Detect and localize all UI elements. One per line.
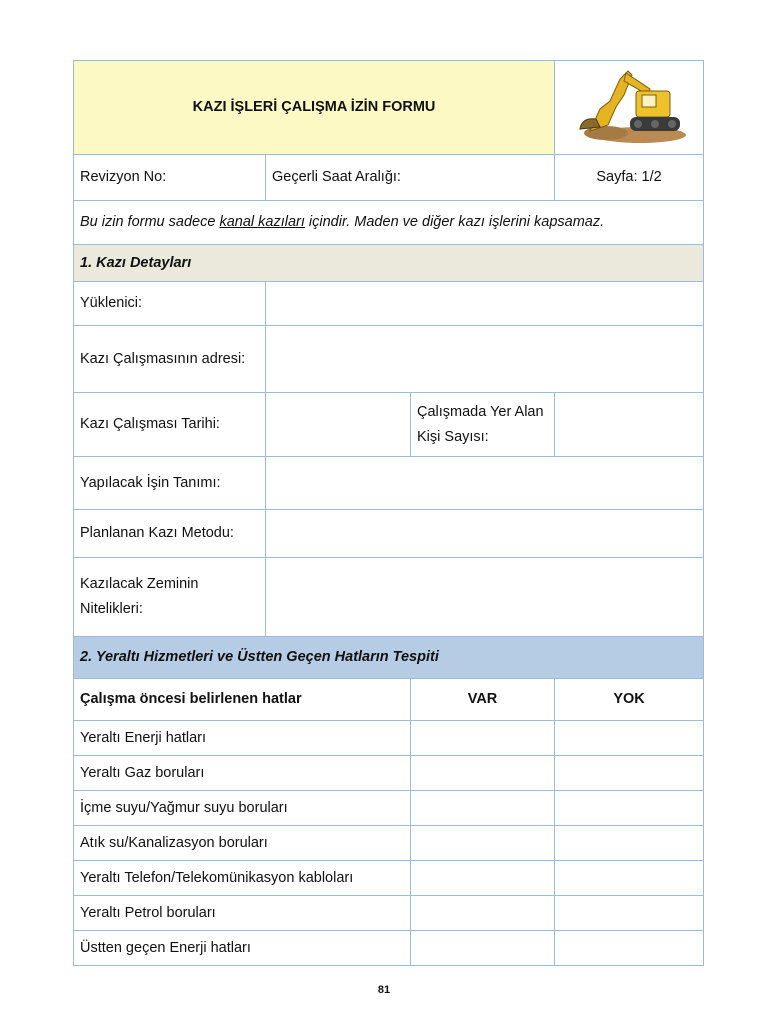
yok-header: YOK (555, 679, 704, 721)
var-header: VAR (411, 679, 555, 721)
var-checkbox[interactable] (411, 721, 555, 756)
yok-checkbox[interactable] (555, 826, 704, 861)
form-title: KAZI İŞLERİ ÇALIŞMA İZİN FORMU (74, 61, 555, 155)
yok-checkbox[interactable] (555, 861, 704, 896)
var-checkbox[interactable] (411, 931, 555, 966)
people-count-label: Çalışmada Yer Alan Kişi Sayısı: (411, 393, 555, 457)
section2-title: 2. Yeraltı Hizmetleri ve Üstten Geçen Hatların Tespiti (74, 637, 704, 679)
line-row-label: Atık su/Kanalizasyon boruları (74, 826, 411, 861)
var-checkbox[interactable] (411, 861, 555, 896)
excavator-illustration (570, 61, 688, 145)
revision-label: Revizyon No: (74, 155, 266, 201)
var-checkbox[interactable] (411, 791, 555, 826)
permit-form-table (73, 60, 704, 966)
line-row-label: Yeraltı Gaz boruları (74, 756, 411, 791)
date-label: Kazı Çalışması Tarihi: (74, 393, 266, 457)
address-field[interactable] (266, 326, 704, 393)
yok-checkbox[interactable] (555, 756, 704, 791)
page-number: 81 (377, 984, 391, 996)
method-label: Planlanan Kazı Metodu: (74, 510, 266, 558)
time-range-label: Geçerli Saat Aralığı: (266, 155, 555, 201)
scope-note: Bu izin formu sadece kanal kazıları içindir. Maden ve diğer kazı işlerini kapsamaz. (74, 201, 704, 245)
line-row-label: Yeraltı Telefon/Telekomünikasyon kabloları (74, 861, 411, 896)
var-checkbox[interactable] (411, 826, 555, 861)
work-desc-field[interactable] (266, 457, 704, 510)
line-row-label: Yeraltı Enerji hatları (74, 721, 411, 756)
line-row-label: Üstten geçen Enerji hatları (74, 931, 411, 966)
yok-checkbox[interactable] (555, 931, 704, 966)
line-row-label: Yeraltı Petrol boruları (74, 896, 411, 931)
yok-checkbox[interactable] (555, 896, 704, 931)
var-checkbox[interactable] (411, 896, 555, 931)
work-desc-label: Yapılacak İşin Tanımı: (74, 457, 266, 510)
yok-checkbox[interactable] (555, 721, 704, 756)
var-checkbox[interactable] (411, 756, 555, 791)
page-label: Sayfa: 1/2 (555, 155, 704, 201)
contractor-label: Yüklenici: (74, 282, 266, 326)
date-field[interactable] (266, 393, 411, 457)
yok-checkbox[interactable] (555, 791, 704, 826)
note-underlined: kanal kazıları (219, 214, 305, 230)
line-row-label: İçme suyu/Yağmur suyu boruları (74, 791, 411, 826)
ground-label: Kazılacak Zeminin Nitelikleri: (74, 558, 266, 637)
section1-title: 1. Kazı Detayları (74, 245, 704, 282)
lines-header: Çalışma öncesi belirlenen hatlar (74, 679, 411, 721)
people-count-field[interactable] (555, 393, 704, 457)
address-label: Kazı Çalışmasının adresi: (74, 326, 266, 393)
method-field[interactable] (266, 510, 704, 558)
ground-field[interactable] (266, 558, 704, 637)
excavator-icon (555, 61, 704, 155)
contractor-field[interactable] (266, 282, 704, 326)
